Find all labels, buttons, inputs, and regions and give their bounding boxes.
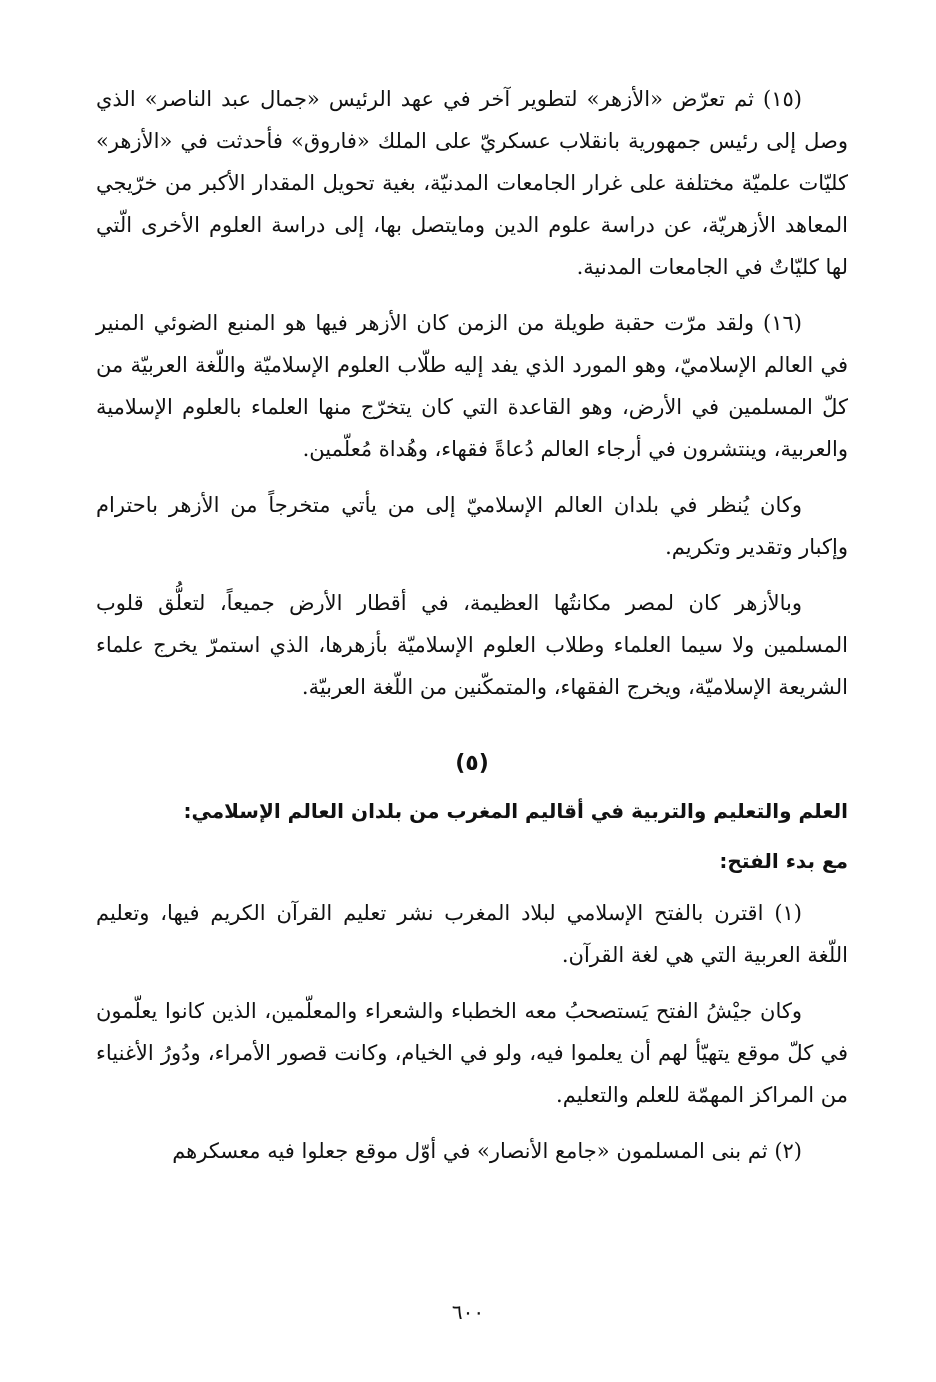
paragraph-16: (١٦) ولقد مرّت حقبة طويلة من الزمن كان الأزهر فيها هو المنبع الضوئي المنير في العالم الإسلاميّ، وهو المورد الذي يفد إليه طلّاب العلوم الإسلاميّة واللّغة العربيّة من كلّ المسلمين في الأرض، وهو القاعدة التي كان يتخرّج منها العلماء بالعلوم الإسلامية والعربية، وينتشرون في أرجاء العالم دُعاةً فقهاء، وهُداة مُعلّمين. bbox=[96, 311, 848, 461]
page-number: ٦٠٠ bbox=[451, 1300, 485, 1324]
paragraph-1: (١) اقترن بالفتح الإسلامي لبلاد المغرب نشر تعليم القرآن الكريم فيها، وتعليم اللّغة العربية التي هي لغة القرآن. bbox=[96, 901, 848, 967]
paragraph-2: (٢) ثم بنى المسلمون «جامع الأنصار» في أوّل موقع جعلوا فيه معسكرهم bbox=[172, 1139, 802, 1163]
section-number: (٥) bbox=[455, 751, 489, 776]
section-title: العلم والتعليم والتربية في أقاليم المغرب من بلدان العالم الإسلامي: bbox=[183, 799, 848, 823]
paragraph-15: (١٥) ثم تعرّض «الأزهر» لتطوير آخر في عهد الرئيس «جمال عبد الناصر» الذي وصل إلى رئيس جمهورية بانقلاب عسكريّ على الملك «فاروق» فأحدثت في «الأزهر» كليّات علميّة مختلفة على غرار الجامعات المدنيّة، بغية تحويل المقدار الأكبر من خرّيجي المعاهد الأزهريّة، عن دراسة علوم الدين ومايتصل بها، إلى دراسة العلوم الأخرى الّتي لها كليّاتٌ في الجامعات المدنية. bbox=[96, 87, 848, 279]
paragraph-egypt-status: وبالأزهر كان لمصر مكانتُها العظيمة، في أقطار الأرض جميعاً، لتعلُّق قلوب المسلمين ولا سيما العلماء وطلاب العلوم الإسلاميّة بأزهرها، الذي استمرّ يخرج علماء الشريعة الإسلاميّة، ويخرج الفقهاء، والمتمكّنين من اللّغة العربيّة. bbox=[96, 591, 848, 699]
paragraph-graduates-respect: وكان يُنظر في بلدان العالم الإسلاميّ إلى من يأتي متخرجاً من الأزهر باحترام وإكبار وتقدير وتكريم. bbox=[96, 493, 848, 559]
paragraph-army-teachers: وكان جيْشُ الفتح يَستصحبُ معه الخطباء والشعراء والمعلّمين، الذين كانوا يعلّمون في كلّ موقع يتهيّأ لهم أن يعلموا فيه، ولو في الخيام، وكانت قصور الأمراء، ودُورُ الأغنياء من المراكز المهمّة للعلم والتعليم. bbox=[96, 999, 848, 1107]
section-subtitle: مع بدء الفتح: bbox=[719, 849, 848, 873]
page-content bbox=[96, 78, 848, 1186]
